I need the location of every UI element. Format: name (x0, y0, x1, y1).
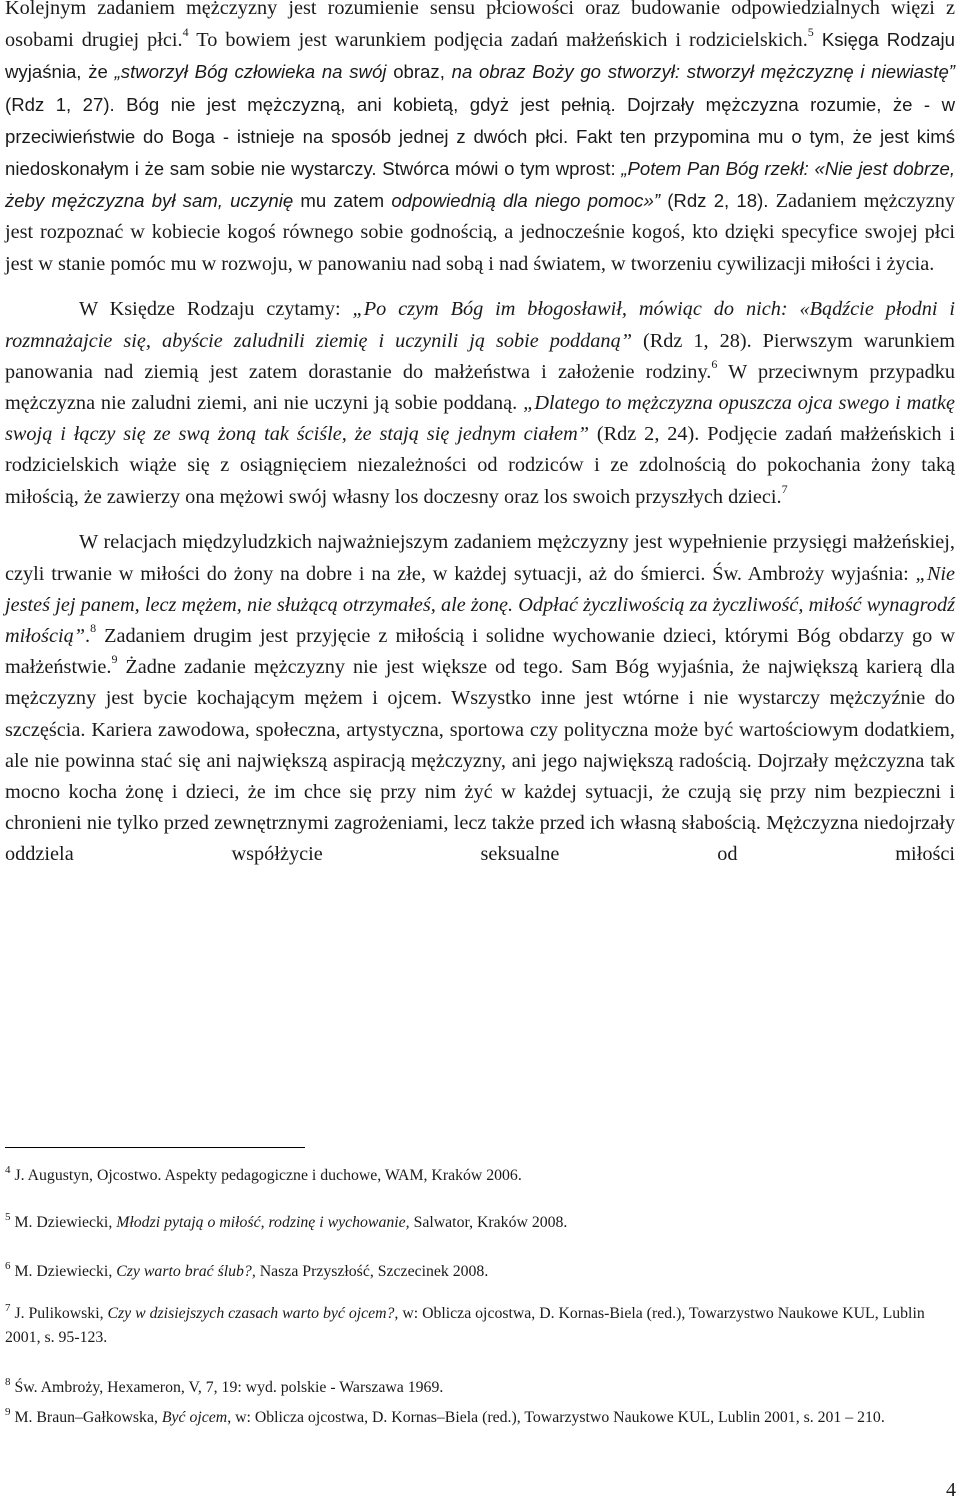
text-run: Żadne zadanie mężczyzny nie jest większe od tego. Sam Bóg wyjaśnia, że największą karierą dla mężczyzny jest bycie kochającym mężem i ojcem. Wszystko inne jest wtórne i nie wystarczy mężczyźnie do szczęścia. Kariera zawodowa, społeczna, artystyczna, sportowa czy polityczna może być wartościowym dodatkiem, ale nie powinna stać się ani największą aspiracją mężczyzny, ani jego największą radością. Dojrzały mężczyzna tak mocno kocha żonę i dzieci, że im chce się przy nim żyć w każdej sytuacji, że czują się przy nim bezpieczni i chronieni nie tylko przed zewnętrznymi zagrożeniami, lecz także przed ich własną słabością. Mężczyzna niedojrzały oddziela współżycie seksualne od miłości (5, 656, 955, 866)
footnote-5 (5, 1211, 955, 1235)
text-run: Św. Ambroży, Hexameron, V, 7, 19: wyd. polskie - Warszawa 1969. (10, 1379, 444, 1396)
footnote-ref: 6 (711, 357, 718, 372)
footnote-ref: 5 (5, 1210, 11, 1223)
text-run: , w: Oblicza ojcostwa, D. Kornas–Biela (red.), Towarzystwo Naukowe KUL, Lublin 2001, s. 201 – 210. (227, 1409, 885, 1426)
text-run: W relacjach międzyludzkich najważniejszym zadaniem mężczyzny jest wypełnienie przysięgi małżeńskiej, czyli trwanie w miłości do żony na dobre i na złe, w każdej sytuacji, aż do śmierci. Św. Ambroży wyjaśnia: (5, 531, 955, 585)
footnote-ref: 5 (807, 25, 814, 40)
text-run: (Rdz 1, 28). Pierwszym warunkiem panowania nad ziemią jest zatem dorastanie do małżeństwa i założenie rodziny. (5, 329, 955, 383)
paragraph-2 (5, 294, 955, 512)
footnote-ref: 7 (781, 481, 788, 496)
footnote-8 (5, 1376, 955, 1400)
text-run: M. Dziewiecki, (10, 1214, 117, 1231)
text-run: mu zatem (293, 190, 392, 212)
text-run: obraz, (386, 61, 452, 83)
footnote-ref: 9 (111, 652, 118, 667)
text-run: Zadaniem drugim jest przyjęcie z miłością i solidne wychowanie dzieci, którymi Bóg obdarzy go w małżeństwie. (5, 625, 955, 679)
text-run: J. Augustyn, Ojcostwo. Aspekty pedagogiczne i duchowe, WAM, Kraków 2006. (10, 1167, 522, 1184)
footnote-ref: 8 (5, 1375, 11, 1388)
footnote-ref: 6 (5, 1259, 11, 1272)
quote-text: odpowiednią dla niego pomoc»” (391, 190, 661, 212)
text-run: (Rdz 2, 24). Podjęcie zadań małżeńskich i rodzicielskich wiąże się z osiągnięciem niezależności od rodziców i ze zdolnością do pokochania żony taką miłością, że zawierzy ona mężowi swój własny los doczesny oraz los swoich przyszłych dzieci. (5, 423, 955, 508)
body-text (5, 0, 955, 871)
text-run: To bowiem jest warunkiem podjęcia zadań małżeńskich i rodzicielskich. (188, 29, 808, 52)
text-run: W przeciwnym przypadku mężczyzna nie zaludni ziemi, ani nie uczyni ją sobie poddaną. (5, 360, 955, 415)
text-run: Kolejnym zadaniem mężczyzny jest rozumienie sensu płciowości oraz budowanie odpowiedzialnych więzi z osobami drugiej płci. (5, 0, 955, 52)
quote-text: Być ojcem (161, 1409, 228, 1426)
text-run: Zadaniem mężczyzny jest rozpoznać w kobiecie kogoś równego sobie godnością, a jednocześnie kogoś, kto dzięki specyfice swojej płci jest w stanie pomóc mu w rozwoju, w panowaniu nad sobą i nad światem, w tworzeniu cywilizacji miłości i życia. (5, 190, 955, 275)
footnote-separator (5, 1147, 305, 1148)
text-run: Księga Rodzaju wyjaśnia, że (5, 29, 955, 83)
text-run: J. Pulikowski, (10, 1305, 108, 1322)
footnote-ref: 9 (5, 1405, 11, 1418)
footnote-7 (5, 1302, 955, 1350)
quote-text: „stworzył Bóg człowieka na swój (114, 61, 387, 83)
footnote-4 (5, 1164, 955, 1188)
text-run: Nasza Przyszłość, Szczecinek 2008. (255, 1263, 489, 1280)
text-run: W Księdze Rodzaju czytamy: (79, 298, 353, 321)
quote-text: Młodzi pytają o miłość, rodzinę i wychowanie, (116, 1214, 410, 1231)
page-number: 4 (946, 1479, 956, 1501)
quote-text: Czy w dzisiejszych czasach warto być ojcem?, (107, 1305, 399, 1322)
quote-text: Czy warto brać ślub?, (116, 1263, 256, 1280)
text-run: Salwator, Kraków 2008. (409, 1214, 568, 1231)
paragraph-3 (5, 527, 955, 870)
quote-text: „Nie jesteś jej panem, lecz mężem, nie służącą otrzymałeś, ale żonę. Odpłać życzliwością za życzliwość, miłość wynagrodź miłością” (5, 562, 955, 648)
text-run: M. Braun–Gałkowska, (10, 1409, 162, 1426)
text-run: (Rdz 2, 18). (660, 190, 769, 212)
footnote-ref: 8 (90, 621, 97, 636)
footnote-ref: 4 (5, 1163, 11, 1176)
quote-text: na obraz Boży go stworzył: stworzył mężczyznę i niewiastę” (451, 61, 956, 83)
footnote-6 (5, 1260, 955, 1284)
quote-text: „Potem Pan Bóg rzekł: «Nie jest dobrze, żeby mężczyzna był sam, uczynię (5, 158, 955, 212)
text-run: . (85, 625, 91, 648)
quote-text: „Po czym Bóg im błogosławił, mówiąc do nich: «Bądźcie płodni i rozmnażajcie się, abyście zaludnili ziemię i uczynili ją sobie poddaną” (5, 298, 956, 352)
footnote-9 (5, 1406, 955, 1430)
paragraph-1 (5, 0, 955, 280)
footnote-ref: 4 (182, 25, 189, 40)
text-run: (Rdz 1, 27). Bóg nie jest mężczyzną, ani kobietą, gdyż jest pełnią. Dojrzały mężczyzna rozumie, że - w przeciwieństwie do Boga - istnieje na sposób jednej z dwóch płci. Fakt ten przypomina mu o tym, że jest kimś niedoskonałym i że sam sobie nie wystarczy. Stwórca mówi o tym wprost: (5, 93, 955, 180)
footnote-ref: 7 (5, 1301, 11, 1314)
text-run: M. Dziewiecki, (10, 1263, 117, 1280)
text-run: w: Oblicza ojcostwa, D. Kornas-Biela (red.), Towarzystwo Naukowe KUL, Lublin 2001, s. 95-123. (5, 1305, 925, 1346)
quote-text: „Dlatego to mężczyzna opuszcza ojca swego i matkę swoją i łączy się ze swą żoną tak ściśle, że stają się jednym ciałem” (5, 392, 956, 446)
